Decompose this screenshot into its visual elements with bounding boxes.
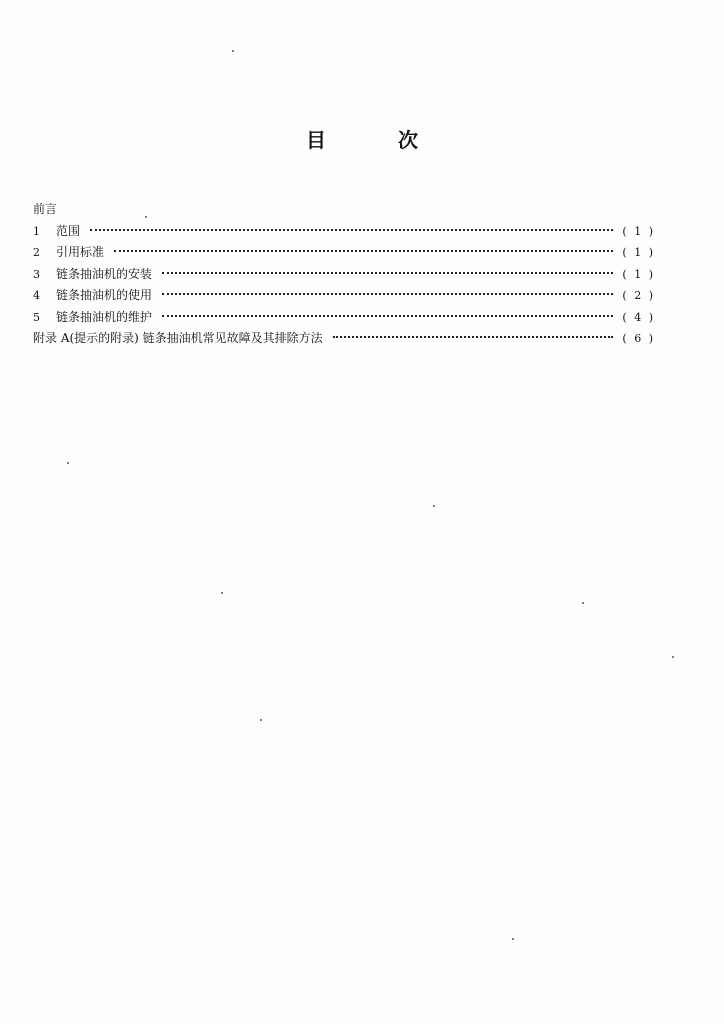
toc-entry-page: ( 6 ) (622, 332, 655, 345)
toc-entry-title: 范围 (56, 223, 81, 238)
page-title (0, 124, 724, 153)
scan-speck (582, 602, 584, 604)
toc-leader-dots (333, 336, 613, 338)
toc-leader-dots (90, 229, 613, 231)
toc-entry-page: ( 1 ) (622, 267, 655, 281)
scan-speck (433, 505, 435, 507)
toc-entry-number: 2 (33, 246, 40, 259)
toc-entry-number: 1 (33, 224, 40, 238)
toc-entry-page: ( 1 ) (622, 224, 655, 238)
toc-entry-title: 链条抽油机的安装 (56, 266, 153, 281)
scan-speck (232, 50, 234, 52)
scan-speck (260, 719, 262, 721)
toc-entry (33, 285, 655, 307)
toc-entry (33, 307, 655, 329)
scan-speck (221, 592, 223, 594)
toc-entry-title: 链条抽油机的维护 (56, 309, 153, 324)
toc-entry-page: ( 1 ) (622, 246, 655, 259)
toc-entry-title: 链条抽油机的使用 (56, 288, 153, 302)
scan-speck (512, 938, 514, 940)
toc-entry-page: ( 4 ) (622, 310, 655, 324)
toc-leader-dots (114, 250, 613, 252)
title-char-right: 次 (398, 128, 418, 152)
toc-entry (33, 264, 655, 286)
toc-entry-number: 5 (33, 310, 40, 324)
toc-entry-title: 引用标准 (56, 245, 105, 259)
title-char-left: 目 (306, 128, 326, 152)
toc-entry-page: ( 2 ) (622, 289, 655, 302)
toc-entry-number: 3 (33, 267, 40, 281)
scan-speck (672, 656, 674, 658)
toc-leader-dots (162, 293, 613, 295)
scan-speck (67, 462, 69, 464)
toc-preface-label: 前言 (33, 202, 58, 216)
scan-speck (145, 216, 147, 218)
toc-preface (33, 199, 655, 221)
table-of-contents (33, 199, 655, 350)
toc-entry-number: 4 (33, 289, 40, 302)
toc-entry-appendix (33, 328, 655, 350)
toc-leader-dots (162, 272, 613, 274)
toc-entry (33, 242, 655, 264)
toc-entry-title: 附录 A(提示的附录) 链条抽油机常见故障及其排除方法 (33, 331, 323, 345)
toc-leader-dots (162, 315, 613, 317)
toc-entry (33, 221, 655, 243)
